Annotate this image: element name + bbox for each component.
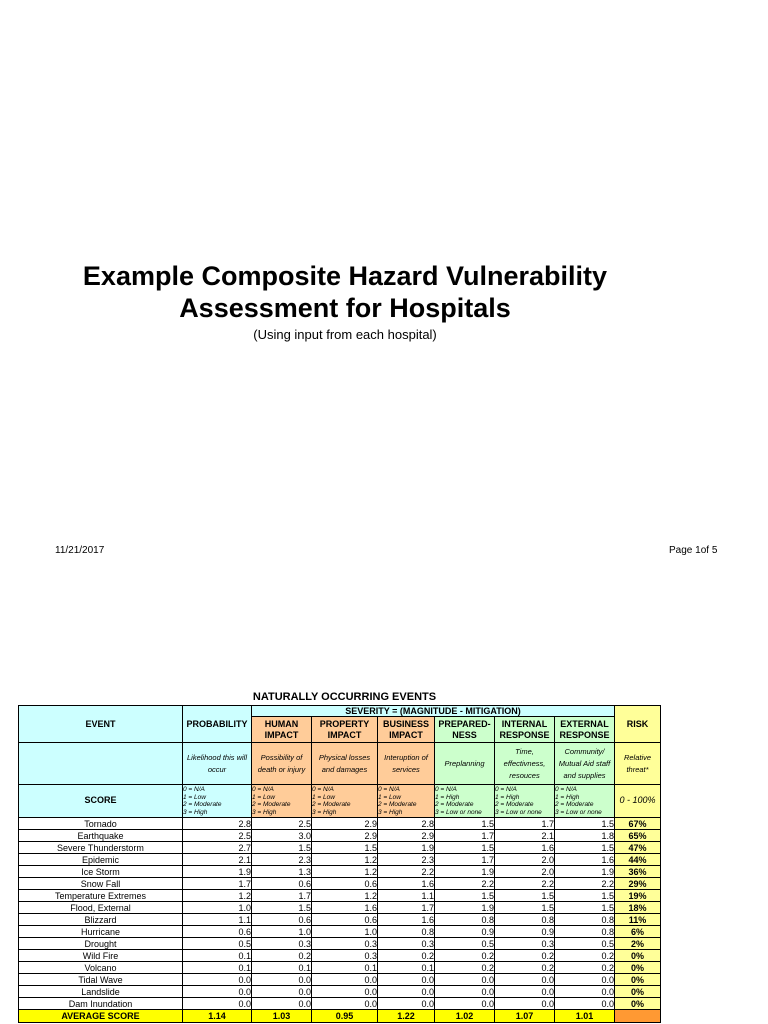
risk-cell: 44%	[615, 854, 661, 866]
human-cell: 0.2	[252, 950, 312, 962]
property-header-line2: IMPACT	[327, 729, 362, 740]
event-cell: Earthquake	[19, 830, 183, 842]
internal-scale	[495, 785, 555, 818]
risk-desc: Relative threat*	[615, 743, 661, 785]
risk-cell: 0%	[615, 950, 661, 962]
human-cell: 1.5	[252, 902, 312, 914]
average-label: AVERAGE SCORE	[19, 1010, 183, 1023]
business-header-line1: BUSINESS	[382, 718, 429, 729]
page-number: Page 1of 5	[669, 545, 718, 556]
table-row	[19, 878, 661, 890]
table-row	[19, 998, 661, 1010]
external-cell: 1.5	[555, 818, 615, 830]
preparedness-cell: 1.7	[435, 830, 495, 842]
property-impact-header	[312, 717, 378, 743]
section-title: NATURALLY OCCURRING EVENTS	[252, 691, 437, 703]
property-cell: 1.0	[312, 926, 378, 938]
risk-cell: 0%	[615, 962, 661, 974]
external-cell: 0.0	[555, 974, 615, 986]
risk-header: RISK	[615, 706, 661, 743]
external-desc: Community/ Mutual Aid staff and supplies	[555, 743, 615, 785]
external-cell: 1.5	[555, 902, 615, 914]
internal-header-line1: INTERNAL	[501, 718, 548, 729]
internal-scale-text: 0 = N/A 1 = High 2 = Moderate 3 = Low or none	[495, 786, 542, 816]
preparedness-cell: 0.0	[435, 986, 495, 998]
human-cell: 2.5	[252, 818, 312, 830]
table-row	[19, 926, 661, 938]
risk-cell: 2%	[615, 938, 661, 950]
property-cell: 1.2	[312, 866, 378, 878]
business-impact-header	[378, 717, 435, 743]
human-scale	[252, 785, 312, 818]
score-label: SCORE	[19, 785, 183, 818]
probability-scale	[183, 785, 252, 818]
internal-cell: 1.6	[495, 842, 555, 854]
hva-table	[18, 705, 661, 1023]
average-external: 1.01	[555, 1010, 615, 1023]
hazard-rows	[19, 818, 661, 1010]
preparedness-scale-text: 0 = N/A 1 = High 2 = Moderate 3 = Low or none	[435, 786, 482, 816]
property-scale-text: 0 = N/A 1 = Low 2 = Moderate 3 = High	[312, 786, 351, 816]
internal-cell: 0.8	[495, 914, 555, 926]
human-cell: 0.6	[252, 914, 312, 926]
table-row	[19, 986, 661, 998]
human-cell: 0.0	[252, 974, 312, 986]
average-probability: 1.14	[183, 1010, 252, 1023]
property-scale	[312, 785, 378, 818]
risk-cell: 0%	[615, 986, 661, 998]
external-cell: 0.0	[555, 986, 615, 998]
probability-cell: 1.7	[183, 878, 252, 890]
external-cell: 1.5	[555, 842, 615, 854]
business-cell: 0.8	[378, 926, 435, 938]
business-cell: 0.0	[378, 986, 435, 998]
business-cell: 2.3	[378, 854, 435, 866]
external-response-header	[555, 717, 615, 743]
property-cell: 0.1	[312, 962, 378, 974]
human-desc: Possibility of death or injury	[252, 743, 312, 785]
external-cell: 0.8	[555, 914, 615, 926]
probability-cell: 2.7	[183, 842, 252, 854]
probability-cell: 1.9	[183, 866, 252, 878]
probability-cell: 0.1	[183, 962, 252, 974]
table-row	[19, 854, 661, 866]
risk-cell: 18%	[615, 902, 661, 914]
preparedness-header-line1: PREPARED-	[438, 718, 491, 729]
property-cell: 0.3	[312, 938, 378, 950]
human-cell: 1.3	[252, 866, 312, 878]
business-cell: 1.9	[378, 842, 435, 854]
table-row	[19, 902, 661, 914]
human-header-line2: IMPACT	[264, 729, 299, 740]
internal-header-line2: RESPONSE	[499, 729, 550, 740]
business-cell: 2.8	[378, 818, 435, 830]
business-header-line2: IMPACT	[389, 729, 423, 740]
risk-cell: 67%	[615, 818, 661, 830]
property-desc: Physical losses and damages	[312, 743, 378, 785]
human-cell: 0.1	[252, 962, 312, 974]
external-header-line2: RESPONSE	[559, 729, 610, 740]
external-cell: 0.2	[555, 962, 615, 974]
business-cell: 1.6	[378, 914, 435, 926]
human-cell: 0.3	[252, 938, 312, 950]
probability-cell: 0.1	[183, 950, 252, 962]
business-cell: 2.2	[378, 866, 435, 878]
probability-scale-text: 0 = N/A 1 = Low 2 = Moderate 3 = High	[183, 786, 222, 816]
business-cell: 0.2	[378, 950, 435, 962]
property-cell: 2.9	[312, 830, 378, 842]
internal-cell: 2.0	[495, 866, 555, 878]
human-cell: 0.6	[252, 878, 312, 890]
preparedness-cell: 2.2	[435, 878, 495, 890]
event-cell: Hurricane	[19, 926, 183, 938]
probability-cell: 2.8	[183, 818, 252, 830]
probability-cell: 1.1	[183, 914, 252, 926]
property-cell: 0.0	[312, 986, 378, 998]
property-cell: 0.6	[312, 878, 378, 890]
risk-cell: 0%	[615, 974, 661, 986]
average-risk	[615, 1010, 661, 1023]
preparedness-cell: 0.9	[435, 926, 495, 938]
event-cell: Ice Storm	[19, 866, 183, 878]
preparedness-cell: 0.0	[435, 998, 495, 1010]
event-cell: Snow Fall	[19, 878, 183, 890]
external-cell: 0.2	[555, 950, 615, 962]
internal-response-header	[495, 717, 555, 743]
internal-cell: 1.5	[495, 902, 555, 914]
human-cell: 1.0	[252, 926, 312, 938]
average-preparedness: 1.02	[435, 1010, 495, 1023]
risk-cell: 65%	[615, 830, 661, 842]
internal-cell: 1.5	[495, 890, 555, 902]
risk-range: 0 - 100%	[615, 785, 661, 818]
preparedness-header-line2: NESS	[452, 729, 477, 740]
probability-header: PROBABILITY	[183, 706, 252, 743]
risk-cell: 29%	[615, 878, 661, 890]
table-row	[19, 890, 661, 902]
event-cell: Drought	[19, 938, 183, 950]
table-row	[19, 950, 661, 962]
external-scale-text: 0 = N/A 1 = High 2 = Moderate 3 = Low or none	[555, 786, 602, 816]
risk-cell: 47%	[615, 842, 661, 854]
internal-desc: Time, effectivness, resouces	[495, 743, 555, 785]
risk-cell: 19%	[615, 890, 661, 902]
event-cell: Dam Inundation	[19, 998, 183, 1010]
average-human: 1.03	[252, 1010, 312, 1023]
internal-cell: 0.0	[495, 974, 555, 986]
internal-cell: 2.0	[495, 854, 555, 866]
preparedness-cell: 0.8	[435, 914, 495, 926]
table-row	[19, 914, 661, 926]
internal-cell: 0.0	[495, 998, 555, 1010]
business-cell: 2.9	[378, 830, 435, 842]
event-cell: Flood, External	[19, 902, 183, 914]
property-cell: 1.2	[312, 854, 378, 866]
business-cell: 0.1	[378, 962, 435, 974]
business-cell: 0.0	[378, 974, 435, 986]
preparedness-cell: 1.5	[435, 890, 495, 902]
business-cell: 1.6	[378, 878, 435, 890]
document-title-line1: Example Composite Hazard Vulnerability	[82, 261, 608, 291]
property-cell: 1.6	[312, 902, 378, 914]
external-cell: 1.9	[555, 866, 615, 878]
probability-cell: 0.0	[183, 986, 252, 998]
average-internal: 1.07	[495, 1010, 555, 1023]
external-cell: 1.5	[555, 890, 615, 902]
event-cell: Temperature Extremes	[19, 890, 183, 902]
probability-cell: 1.0	[183, 902, 252, 914]
internal-cell: 1.7	[495, 818, 555, 830]
event-cell: Volcano	[19, 962, 183, 974]
property-cell: 0.0	[312, 998, 378, 1010]
business-scale	[378, 785, 435, 818]
risk-cell: 11%	[615, 914, 661, 926]
preparedness-cell: 0.0	[435, 974, 495, 986]
preparedness-cell: 0.2	[435, 962, 495, 974]
preparedness-cell: 1.5	[435, 842, 495, 854]
external-scale	[555, 785, 615, 818]
risk-cell: 36%	[615, 866, 661, 878]
external-cell: 2.2	[555, 878, 615, 890]
external-cell: 0.0	[555, 998, 615, 1010]
event-cell: Tornado	[19, 818, 183, 830]
human-cell: 1.7	[252, 890, 312, 902]
preparedness-cell: 1.9	[435, 902, 495, 914]
preparedness-cell: 1.9	[435, 866, 495, 878]
human-cell: 0.0	[252, 986, 312, 998]
internal-cell: 0.9	[495, 926, 555, 938]
event-cell: Tidal Wave	[19, 974, 183, 986]
event-desc-blank	[19, 743, 183, 785]
average-property: 0.95	[312, 1010, 378, 1023]
human-scale-text: 0 = N/A 1 = Low 2 = Moderate 3 = High	[252, 786, 291, 816]
external-cell: 0.8	[555, 926, 615, 938]
external-cell: 1.6	[555, 854, 615, 866]
preparedness-header	[435, 717, 495, 743]
property-cell: 0.0	[312, 974, 378, 986]
human-cell: 1.5	[252, 842, 312, 854]
severity-header: SEVERITY = (MAGNITUDE - MITIGATION)	[252, 706, 615, 717]
business-cell: 0.0	[378, 998, 435, 1010]
probability-cell: 0.0	[183, 974, 252, 986]
property-cell: 0.3	[312, 950, 378, 962]
human-cell: 0.0	[252, 998, 312, 1010]
internal-cell: 2.1	[495, 830, 555, 842]
internal-cell: 0.3	[495, 938, 555, 950]
probability-cell: 1.2	[183, 890, 252, 902]
table-row	[19, 830, 661, 842]
property-cell: 0.6	[312, 914, 378, 926]
property-cell: 2.9	[312, 818, 378, 830]
average-business: 1.22	[378, 1010, 435, 1023]
event-cell: Blizzard	[19, 914, 183, 926]
table-row	[19, 938, 661, 950]
human-cell: 2.3	[252, 854, 312, 866]
property-header-line1: PROPERTY	[319, 718, 370, 729]
business-cell: 1.1	[378, 890, 435, 902]
probability-desc: Likelihood this will occur	[183, 743, 252, 785]
probability-cell: 0.6	[183, 926, 252, 938]
document-subtitle: (Using input from each hospital)	[253, 327, 437, 342]
preparedness-scale	[435, 785, 495, 818]
preparedness-cell: 0.2	[435, 950, 495, 962]
event-cell: Landslide	[19, 986, 183, 998]
probability-cell: 2.5	[183, 830, 252, 842]
human-header-line1: HUMAN	[264, 718, 299, 729]
property-cell: 1.2	[312, 890, 378, 902]
probability-cell: 0.0	[183, 998, 252, 1010]
human-cell: 3.0	[252, 830, 312, 842]
document-title-line2: Assessment for Hospitals	[179, 293, 511, 323]
external-header-line1: EXTERNAL	[560, 718, 609, 729]
human-impact-header	[252, 717, 312, 743]
preparedness-cell: 0.5	[435, 938, 495, 950]
risk-cell: 0%	[615, 998, 661, 1010]
preparedness-cell: 1.5	[435, 818, 495, 830]
probability-cell: 0.5	[183, 938, 252, 950]
risk-cell: 6%	[615, 926, 661, 938]
internal-cell: 0.0	[495, 986, 555, 998]
external-cell: 0.5	[555, 938, 615, 950]
document-date: 11/21/2017	[55, 545, 105, 556]
preparedness-cell: 1.7	[435, 854, 495, 866]
internal-cell: 0.2	[495, 950, 555, 962]
business-cell: 0.3	[378, 938, 435, 950]
table-row	[19, 842, 661, 854]
table-row	[19, 974, 661, 986]
business-cell: 1.7	[378, 902, 435, 914]
event-cell: Severe Thunderstorm	[19, 842, 183, 854]
external-cell: 1.8	[555, 830, 615, 842]
table-row	[19, 818, 661, 830]
property-cell: 1.5	[312, 842, 378, 854]
business-desc: Interuption of services	[378, 743, 435, 785]
internal-cell: 2.2	[495, 878, 555, 890]
internal-cell: 0.2	[495, 962, 555, 974]
business-scale-text: 0 = N/A 1 = Low 2 = Moderate 3 = High	[378, 786, 417, 816]
table-row	[19, 866, 661, 878]
event-cell: Epidemic	[19, 854, 183, 866]
event-cell: Wild Fire	[19, 950, 183, 962]
preparedness-desc: Preplanning	[435, 743, 495, 785]
event-header: EVENT	[19, 706, 183, 743]
probability-cell: 2.1	[183, 854, 252, 866]
table-row	[19, 962, 661, 974]
